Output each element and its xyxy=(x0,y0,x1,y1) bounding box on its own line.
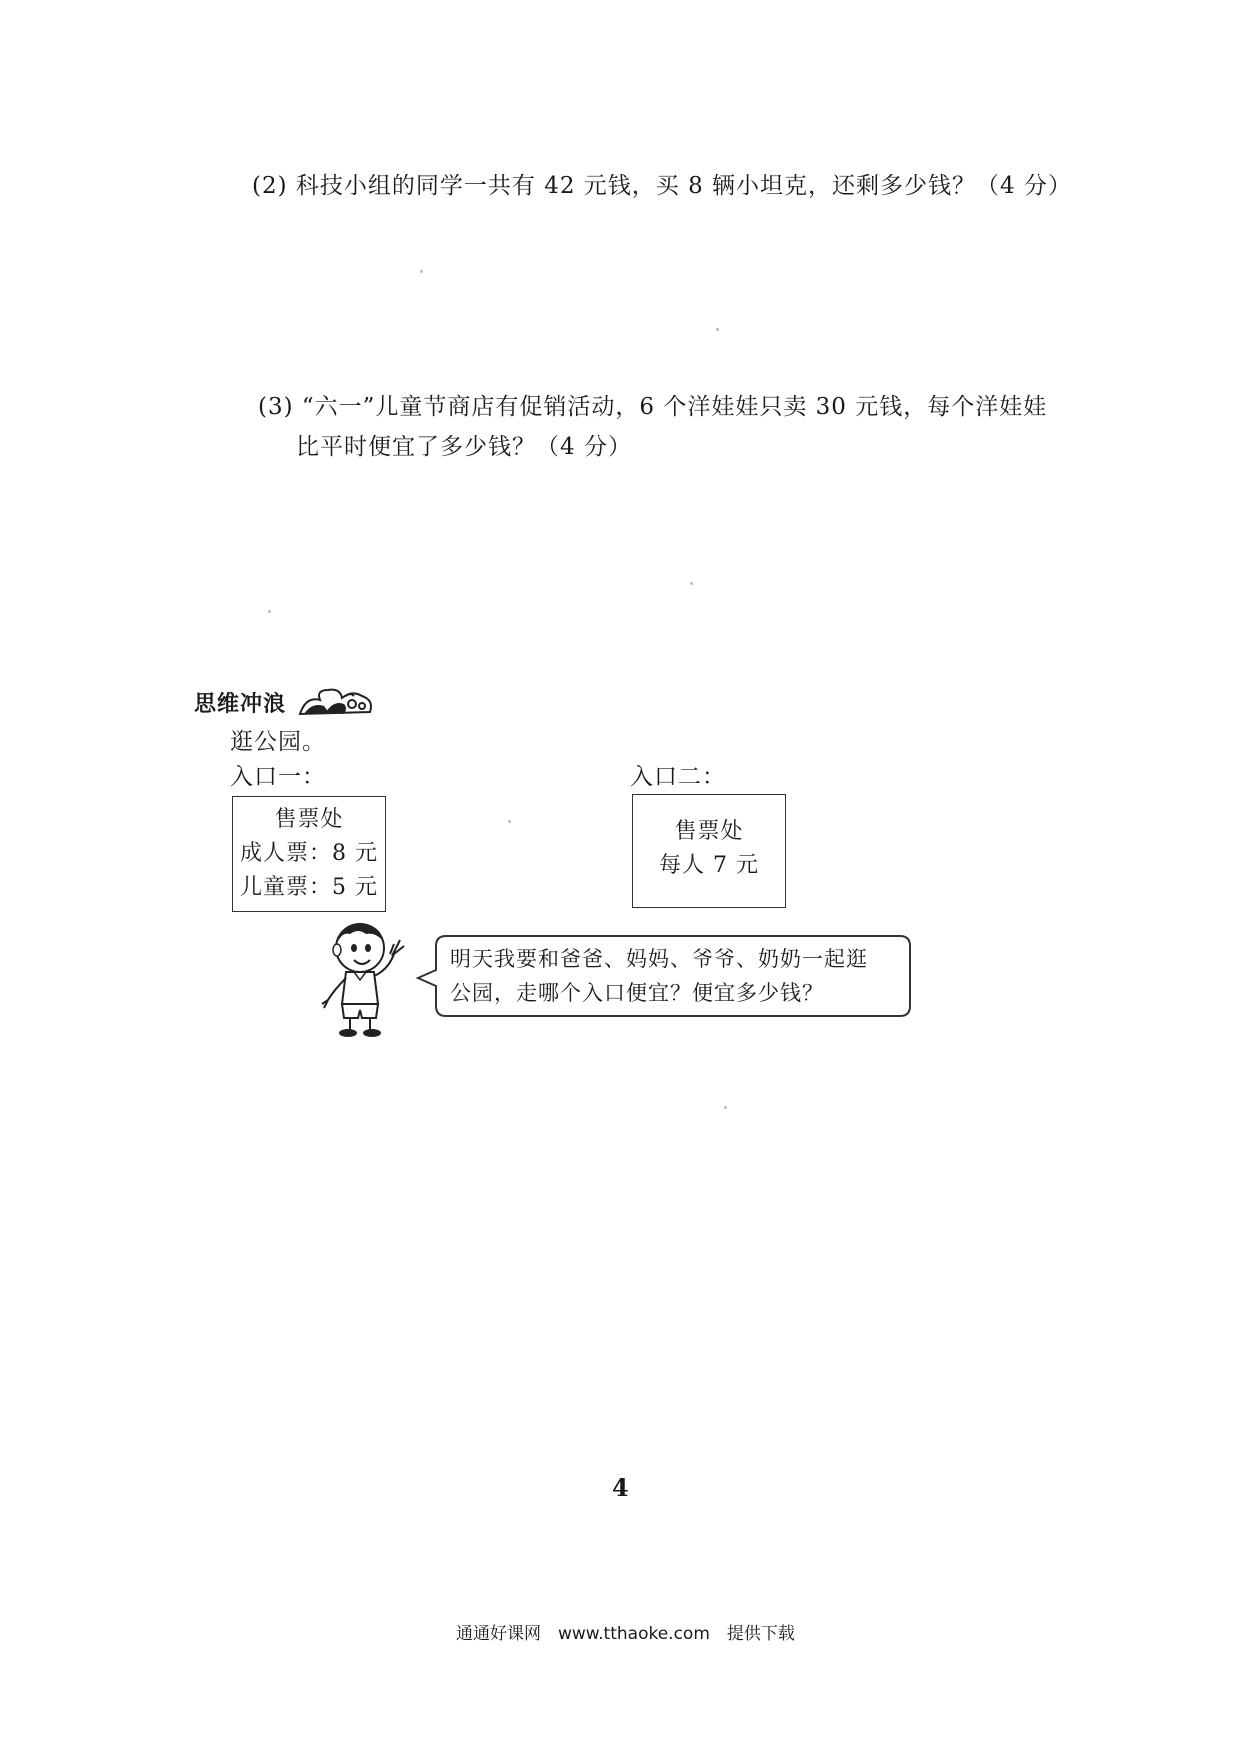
scan-speck xyxy=(508,820,511,823)
question-3-text-line-1: “六一”儿童节商店有促销活动，6 个洋娃娃只卖 30 元钱，每个洋娃娃 xyxy=(301,394,1048,420)
ticket-box-two-title: 售票处 xyxy=(674,819,744,844)
entrance-one-label: 入口一： xyxy=(230,764,326,790)
footer-credit: 通通好课网 www.tthaoke.com 提供下载 xyxy=(456,1624,795,1644)
question-3 xyxy=(258,389,1047,425)
scan-speck xyxy=(716,328,719,331)
page-number: 4 xyxy=(612,1473,629,1502)
question-2-text: 科技小组的同学一共有 42 元钱，买 8 辆小坦克，还剩多少钱？（4 分） xyxy=(295,173,1072,199)
speech-bubble xyxy=(414,934,914,1018)
adult-ticket-price: 成人票：8 元 xyxy=(240,841,378,866)
entrance-two-label: 入口二： xyxy=(630,764,726,790)
scan-speck xyxy=(420,270,423,273)
ticket-box-entrance-one xyxy=(232,796,386,912)
question-2 xyxy=(252,168,1072,204)
per-person-price: 每人 7 元 xyxy=(659,853,759,878)
question-3-text-line-2: 比平时便宜了多少钱？（4 分） xyxy=(296,434,632,460)
section-heading: 思维冲浪 xyxy=(194,691,287,717)
topic-text: 逛公园。 xyxy=(230,729,326,755)
wave-icon xyxy=(296,682,376,722)
thinking-section-header xyxy=(194,682,376,722)
scan-speck xyxy=(690,582,693,585)
scan-speck xyxy=(268,610,271,613)
question-3-number: (3) xyxy=(258,394,294,420)
speech-bubble-line-1: 明天我要和爸爸、妈妈、爷爷、奶奶一起逛 xyxy=(450,947,868,971)
speech-bubble-line-2: 公园，走哪个入口便宜？便宜多少钱？ xyxy=(450,981,824,1005)
scan-speck xyxy=(724,1106,727,1109)
ticket-box-entrance-two xyxy=(632,794,786,908)
ticket-box-one-title: 售票处 xyxy=(274,807,344,832)
question-2-number: (2) xyxy=(252,173,288,199)
child-ticket-price: 儿童票：5 元 xyxy=(240,875,378,900)
